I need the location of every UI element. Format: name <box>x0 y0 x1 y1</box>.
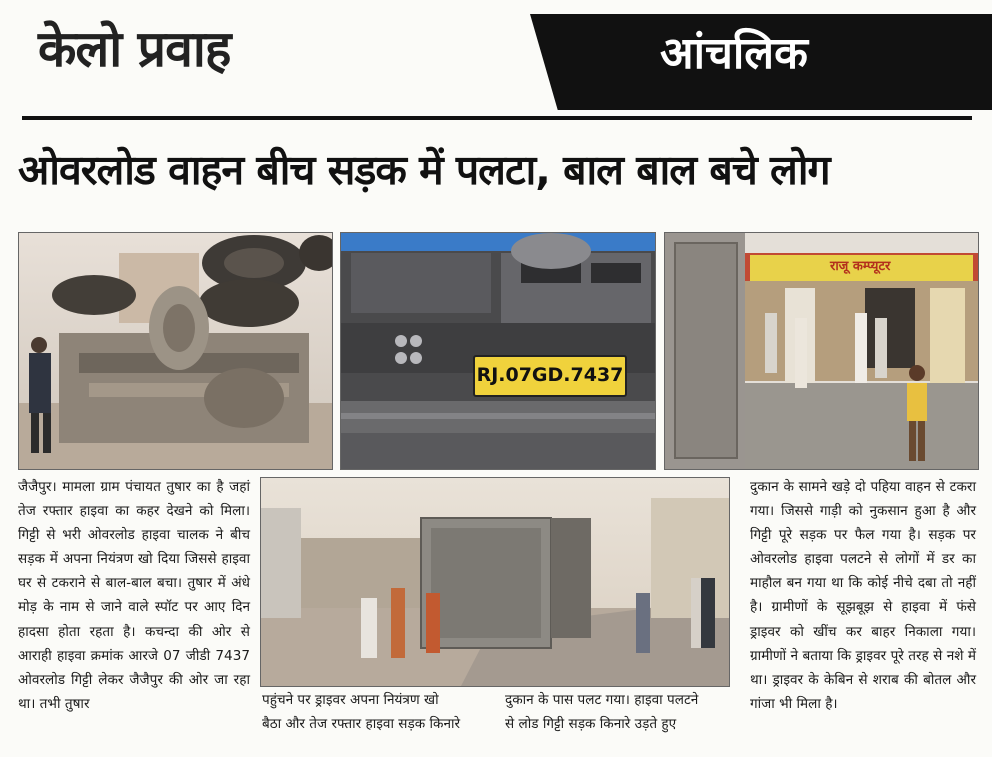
section-title: आंचलिक <box>660 28 808 79</box>
number-plate: RJ.07GD.7437 <box>473 355 627 397</box>
photo-overturned-truck <box>18 232 333 470</box>
article-column-3-line-1: दुकान के पास पलट गया। हाइवा पलटने <box>505 692 699 708</box>
photo-street-overturned <box>260 477 730 687</box>
article-column-4: दुकान के सामने खड़े दो पहिया वाहन से टकरा गया। जिससे गाड़ी को नुकसान हुआ है और गिट्टी पूरे सड़क पर फैल गया है। सड़क पर ओवरलोड हाइवा पलटने से लोगों में डर का माहौल बन गया था कि कोई नीचे दबा तो नहीं है। ग्रामीणों के सूझबूझ से हाइवा में फंसे ड्राइवर को खींच कर बाहर निकाला गया। ग्रामीणों ने बताया कि ड्राइवर पूरे तरह से नशे में था। ड्राइवर के केबिन से शराब की बोतल और गांजा भी मिला है। <box>750 479 976 712</box>
article-column-2-line-2: बैठा और तेज रफ्तार हाइवा सड़क किनारे <box>262 716 461 732</box>
photo-number-plate <box>340 232 656 470</box>
newspaper-brand: केलो प्रवाह <box>38 19 231 78</box>
article-column-2-line-1: पहुंचने पर ड्राइवर अपना नियंत्रण खो <box>262 692 439 708</box>
header-rule <box>22 116 972 120</box>
photo-shop-scene <box>664 232 979 470</box>
article-column-3-line-2: से लोड गिट्टी सड़क किनारे उड़ते हुए <box>505 716 677 732</box>
shop-sign-text: राजू कम्प्यूटर <box>830 259 891 274</box>
headline: ओवरलोड वाहन बीच सड़क में पलटा, बाल बाल बचे लोग <box>18 146 830 194</box>
article-column-1: जैजैपुर। मामला ग्राम पंचायत तुषार का है जहां तेज रफ्तार हाइवा का कहर देखने को मिला। गिट्टी से भरी ओवरलोड हाइवा चालक ने बीच सड़क में अपना नियंत्रण खो दिया जिससे हाइवा घर से टकराने से बाल-बाल बचा। तुषार में अंधे मोड़ के नाम से जाने वाले स्पॉट पर आए दिन हादसा होता रहता है। कचन्दा की ओर से आराही हाइवा क्रमांक आरजे 07 जीडी 7437 ओवरलोड गिट्टी लेकर जैजैपुर की ओर जा रहा था। तभी तुषार <box>18 479 250 712</box>
